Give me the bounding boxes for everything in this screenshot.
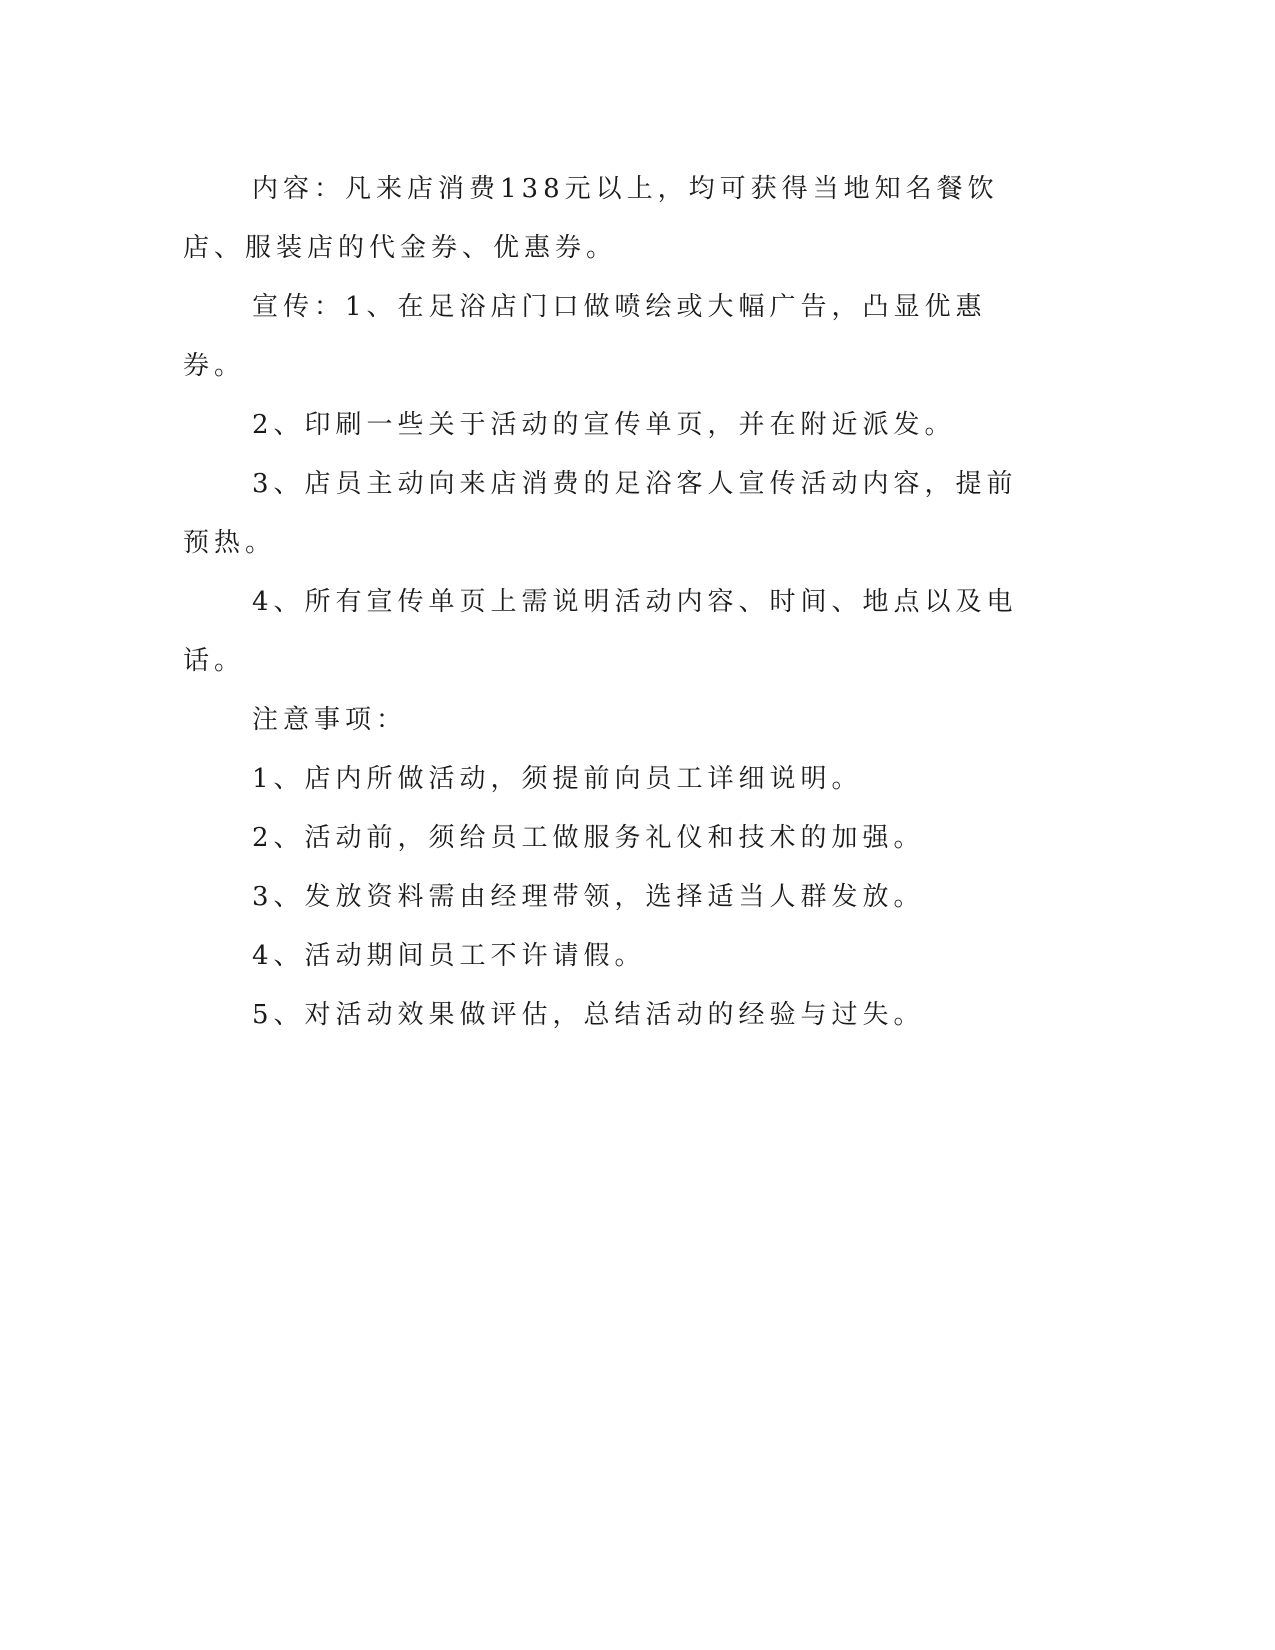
notes-item-3: 3、发放资料需由经理带领，选择适当人群发放。 xyxy=(252,882,925,912)
notes-heading: 注意事项： xyxy=(252,705,408,735)
promotion-item-2: 2、印刷一些关于活动的宣传单页，并在附近派发。 xyxy=(252,410,956,440)
notes-item-4: 4、活动期间员工不许请假。 xyxy=(252,941,646,971)
content-paragraph: 内容：凡来店消费138元以上，均可获得当地知名餐饮店、服装店的代金券、优惠券。 xyxy=(183,174,999,263)
notes-item-5: 5、对活动效果做评估，总结活动的经验与过失。 xyxy=(252,1000,925,1030)
notes-item-1: 1、店内所做活动，须提前向员工详细说明。 xyxy=(252,764,863,794)
promotion-item-4: 4、所有宣传单页上需说明活动内容、时间、地点以及电话。 xyxy=(183,587,1018,676)
notes-item-2: 2、活动前，须给员工做服务礼仪和技术的加强。 xyxy=(252,823,925,853)
promotion-paragraph: 宣传：1、在足浴店门口做喷绘或大幅广告，凸显优惠券。 xyxy=(183,292,987,381)
document-body xyxy=(183,160,1043,1045)
promotion-item-3: 3、店员主动向来店消费的足浴客人宣传活动内容，提前预热。 xyxy=(183,469,1018,558)
